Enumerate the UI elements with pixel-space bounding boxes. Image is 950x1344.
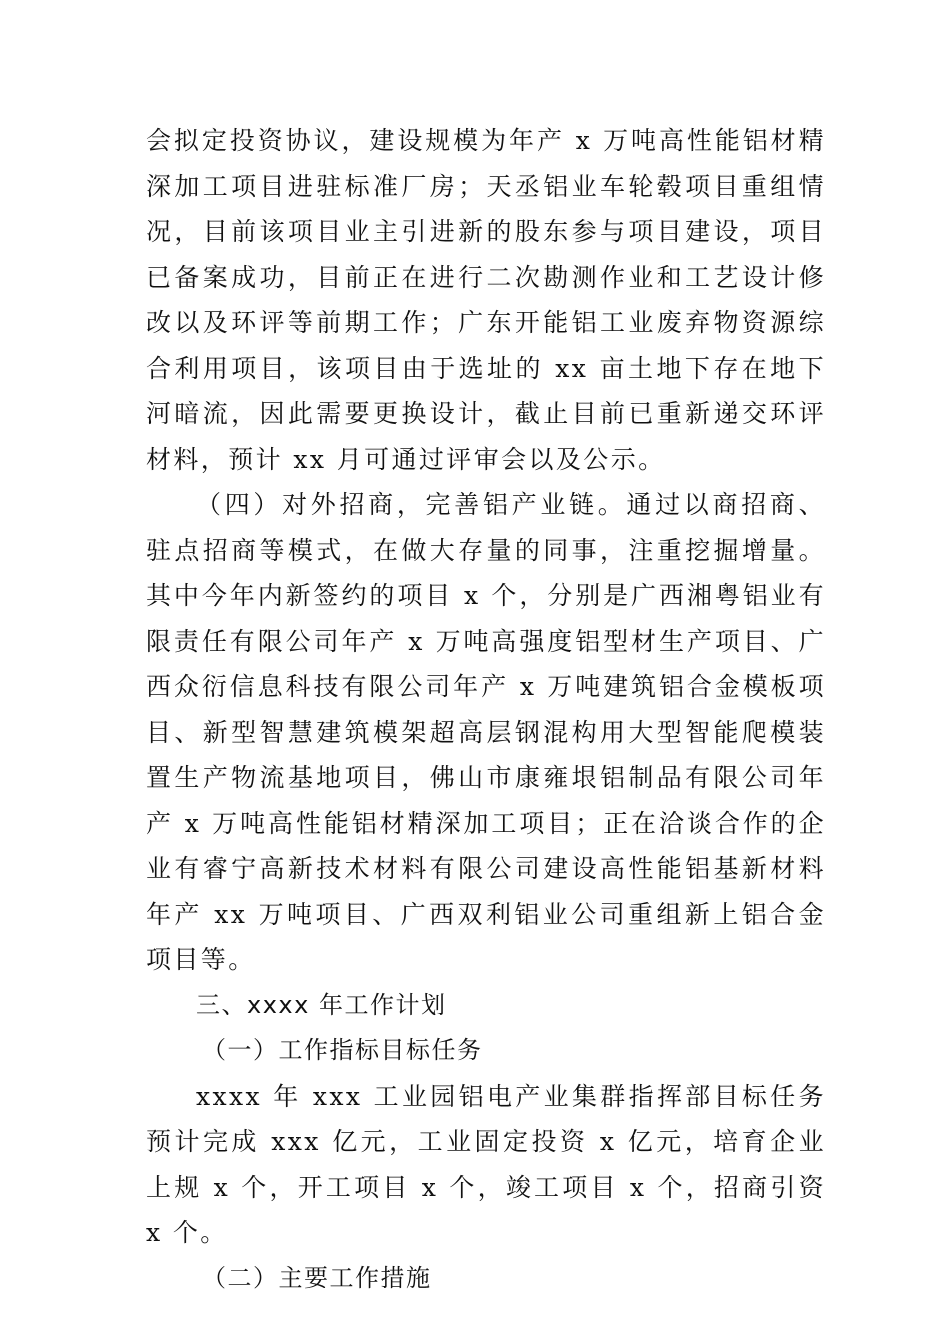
subheading-targets: （一）工作指标目标任务 <box>202 1036 483 1064</box>
paragraph-continued-investment: 会拟定投资协议，建设规模为年产 x 万吨高性能铝材精深加工项目进驻标准厂房；天丞铝业车轮毂项目重组情况，目前该项目业主引进新的股东参与项目建设，项目已备案成功，目前正在进行二次勘测作业和工艺设计修改以及环评等前期工作；广东开能铝工业废弃物资源综合利用项目，该项目由于选址的 xx 亩土地下存在地下河暗流，因此需要更换设计，截止目前已重新递交环评材料，预计 xx 月可通过评审会以及公示。 <box>146 126 826 474</box>
section-heading-work-plan: 三、xxxx 年工作计划 <box>196 990 447 1019</box>
paragraph-targets: xxxx 年 xxx 工业园铝电产业集群指挥部目标任务预计完成 xxx 亿元，工业固定投资 x 亿元，培育企业上规 x 个，开工项目 x 个，竣工项目 x 个，招商引资 x 个。 <box>146 1081 826 1247</box>
subheading-measures: （二）主要工作措施 <box>202 1263 432 1292</box>
paragraph-external-investment: （四）对外招商，完善铝产业链。通过以商招商、驻点招商等模式，在做大存量的同事，注重挖掘增量。其中今年内新签约的项目 x 个，分别是广西湘粤铝业有限责任有限公司年产 x 万吨高强度铝型材生产项目、广西众衍信息科技有限公司年产 x 万吨建筑铝合金模板项目、新型智慧建筑模架超高层钢混构用大型智能爬模装置生产物流基地项目，佛山市康雍垠铝制品有限公司年产 x 万吨高性能铝材精深加工项目；正在洽谈合作的企业有睿宁高新技术材料有限公司建设高性能铝基新材料年产 xx 万吨项目、广西双利铝业公司重组新上铝合金项目等。 <box>146 490 826 974</box>
document-body <box>146 118 826 1301</box>
